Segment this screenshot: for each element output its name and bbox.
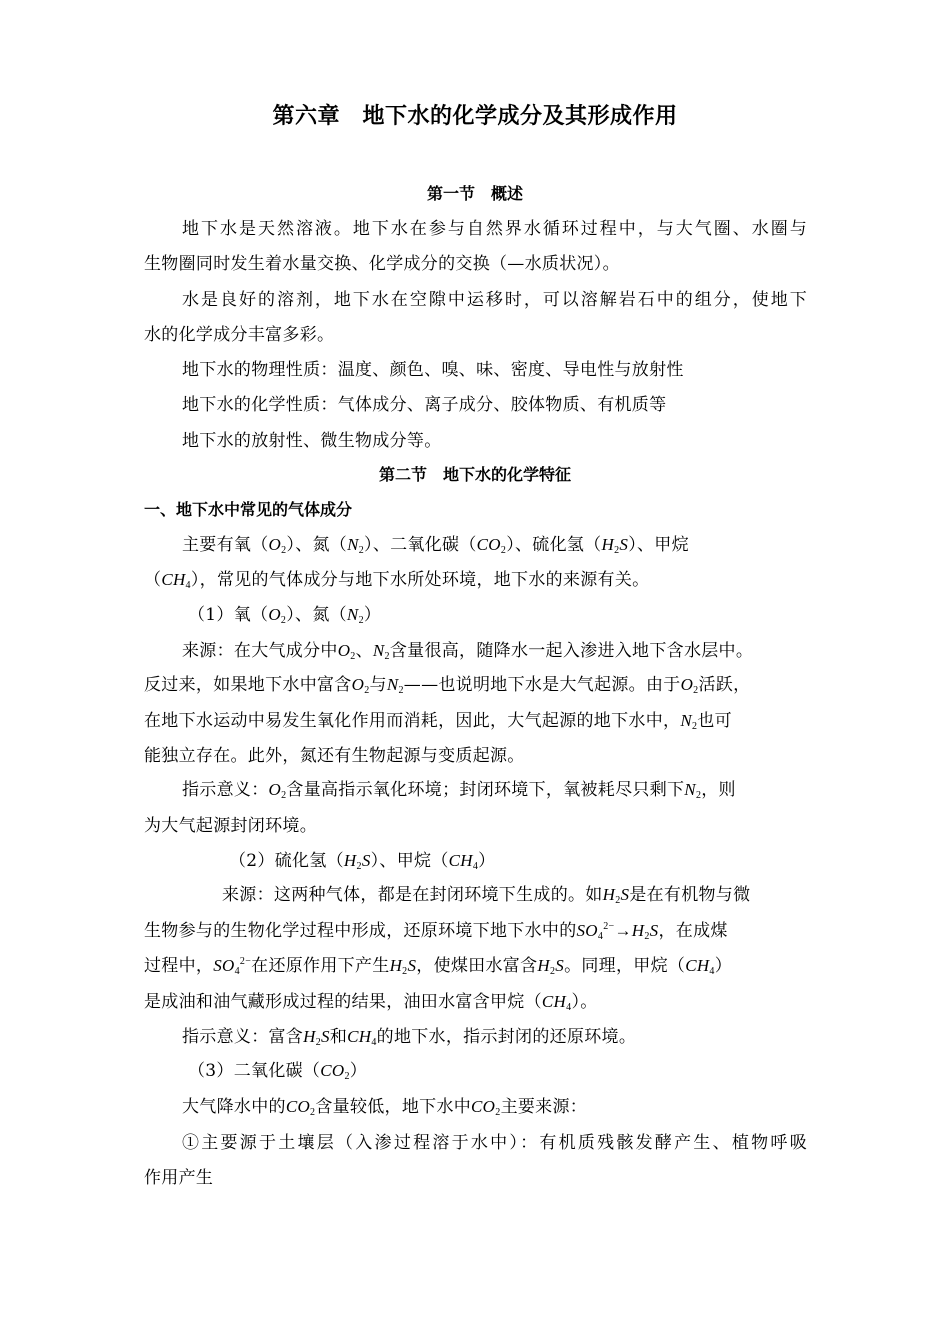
formula-o2: $O_2$ bbox=[268, 605, 287, 626]
chapter-title: 第六章 地下水的化学成分及其形成作用 bbox=[272, 104, 678, 129]
heading-gas-components: 一、地下水中常见的气体成分 bbox=[144, 500, 353, 519]
formula-n2: $N_2$ bbox=[680, 711, 698, 732]
paragraph-line: 过程中，$SO_4^{2-}$在还原作用下产生$H_2S$，使煤田水富含$H_2S$。同理，甲烷$(CH_4)$ bbox=[144, 956, 733, 977]
formula-n2: $N_2$ bbox=[347, 535, 365, 556]
formula-co2: $CO_2$ bbox=[476, 535, 507, 556]
formula-h2s: $H_2S$ bbox=[601, 535, 629, 556]
paragraph-line: 水是良好的溶剂，地下水在空隙中运移时，可以溶解岩石中的组分，使地下 bbox=[182, 290, 807, 310]
paragraph-line: 来源：这两种气体，都是在封闭环境下生成的。如$H_2S$是在有机物与微 bbox=[222, 885, 751, 906]
formula-o2: $O_2$ bbox=[268, 535, 287, 556]
paragraph-line: 是成油和油气藏形成过程的结果，油田水富含甲烷$(CH_4)$。 bbox=[144, 992, 598, 1013]
formula-n2: $N_2$ bbox=[372, 641, 390, 662]
formula-h2s: $H_2S$ bbox=[602, 885, 630, 906]
formula-ch4: $CH_4$ bbox=[347, 1027, 377, 1048]
paragraph-line: 反过来，如果地下水中富含$O_2$与$N_2——$也说明地下水是大气起源。由于$O_2$活跃， bbox=[144, 675, 751, 696]
paragraph-line: 地下水是天然溶液。地下水在参与自然界水循环过程中，与大气圈、水圈与 bbox=[182, 219, 807, 239]
paragraph-line: 指示意义：富含$H_2S$和$CH_4$的地下水，指示封闭的还原环境。 bbox=[182, 1027, 637, 1048]
formula-o2: $O_2$ bbox=[351, 675, 370, 696]
paragraph-line: 作用产生 bbox=[144, 1168, 214, 1188]
paragraph-line: ①主要源于土壤层（入渗过程溶于水中）：有机质残骸发酵产生、植物呼吸 bbox=[182, 1133, 807, 1153]
paragraph-line: 地下水的物理性质：温度、颜色、嗅、味、密度、导电性与放射性 bbox=[182, 360, 684, 380]
formula-n2: $N_2$ bbox=[684, 780, 702, 801]
paragraph-line: 为大气起源封闭环境。 bbox=[144, 816, 317, 836]
paragraph-line: 能独立存在。此外，氮还有生物起源与变质起源。 bbox=[144, 746, 525, 766]
formula-h2s: $H_2S$ bbox=[389, 956, 417, 977]
formula-o2: $O_2$ bbox=[268, 780, 287, 801]
formula-co2: $CO_2$ bbox=[320, 1061, 350, 1082]
paragraph-line: 主要有氧$(O_2)$、氮$(N_2)$、二氧化碳$(CO_2)$、硫化氢$(H_2S)$、甲烷 bbox=[182, 535, 689, 556]
paragraph-line: 生物参与的生物化学过程中形成，还原环境下地下水中的$SO_4^{2-}\to H_2S$，在成煤 bbox=[144, 921, 728, 942]
formula-ch4: $CH_4$ bbox=[161, 570, 191, 591]
formula-o2: $O_2$ bbox=[337, 641, 356, 662]
formula-ch4: $CH_4$ bbox=[541, 992, 572, 1013]
paragraph-line: 水的化学成分丰富多彩。 bbox=[144, 325, 335, 345]
paragraph-line: 来源：在大气成分中$O_2$、$N_2$含量很高，随降水一起入渗进入地下含水层中。 bbox=[182, 641, 754, 662]
formula-o2: $O_2$ bbox=[680, 675, 699, 696]
paragraph-line: 在地下水运动中易发生氧化作用而消耗，因此，大气起源的地下水中，$N_2$也可 bbox=[144, 711, 732, 732]
paragraph-line: 地下水的化学性质：气体成分、离子成分、胶体物质、有机质等 bbox=[182, 395, 667, 415]
subheading-oxygen-nitrogen: （1）氧$(O_2)$、氮$(N_2)$ bbox=[188, 605, 382, 626]
formula-h2s: $H_2S$ bbox=[343, 851, 371, 872]
formula-n2: $N_2$ bbox=[346, 605, 364, 626]
paragraph-line: 大气降水中的$CO_2$含量较低，地下水中$CO_2$主要来源： bbox=[182, 1097, 588, 1118]
section-title-overview: 第一节 概述 bbox=[426, 184, 523, 203]
paragraph-line: 指示意义：$O_2$含量高指示氧化环境；封闭环境下，氧被耗尽只剩下$N_2$，则 bbox=[182, 780, 736, 801]
paragraph-line: 生物圈同时发生着水量交换、化学成分的交换（—水质状况）。 bbox=[144, 254, 620, 274]
formula-h2s: $H_2S$ bbox=[537, 956, 565, 977]
formula-co2: $CO_2$ bbox=[471, 1097, 501, 1118]
formula-ch4: $CH_4$ bbox=[448, 851, 479, 872]
paragraph-line: 地下水的放射性、微生物成分等。 bbox=[182, 431, 442, 451]
formula-co2: $CO_2$ bbox=[285, 1097, 316, 1118]
section-title-chemistry: 第二节 地下水的化学特征 bbox=[378, 465, 571, 484]
paragraph-line: $(CH_4)$，常见的气体成分与地下水所处环境，地下水的来源有关。 bbox=[144, 570, 650, 591]
formula-ch4: $CH_4$ bbox=[685, 956, 715, 977]
subheading-h2s-methane: （2）硫化氢$(H_2S)$、甲烷$(CH_4)$ bbox=[229, 851, 496, 872]
formula-h2s: $H_2S$ bbox=[303, 1027, 330, 1048]
formula-sulfate-to-h2s: $SO_4^{2-}\to H_2S$ bbox=[576, 921, 659, 942]
formula-n2: $N_2$ bbox=[386, 675, 404, 696]
subheading-co2: （3）二氧化碳$(CO_2)$ bbox=[188, 1061, 368, 1082]
formula-sulfate: $SO_4^{2-}$ bbox=[213, 956, 252, 977]
